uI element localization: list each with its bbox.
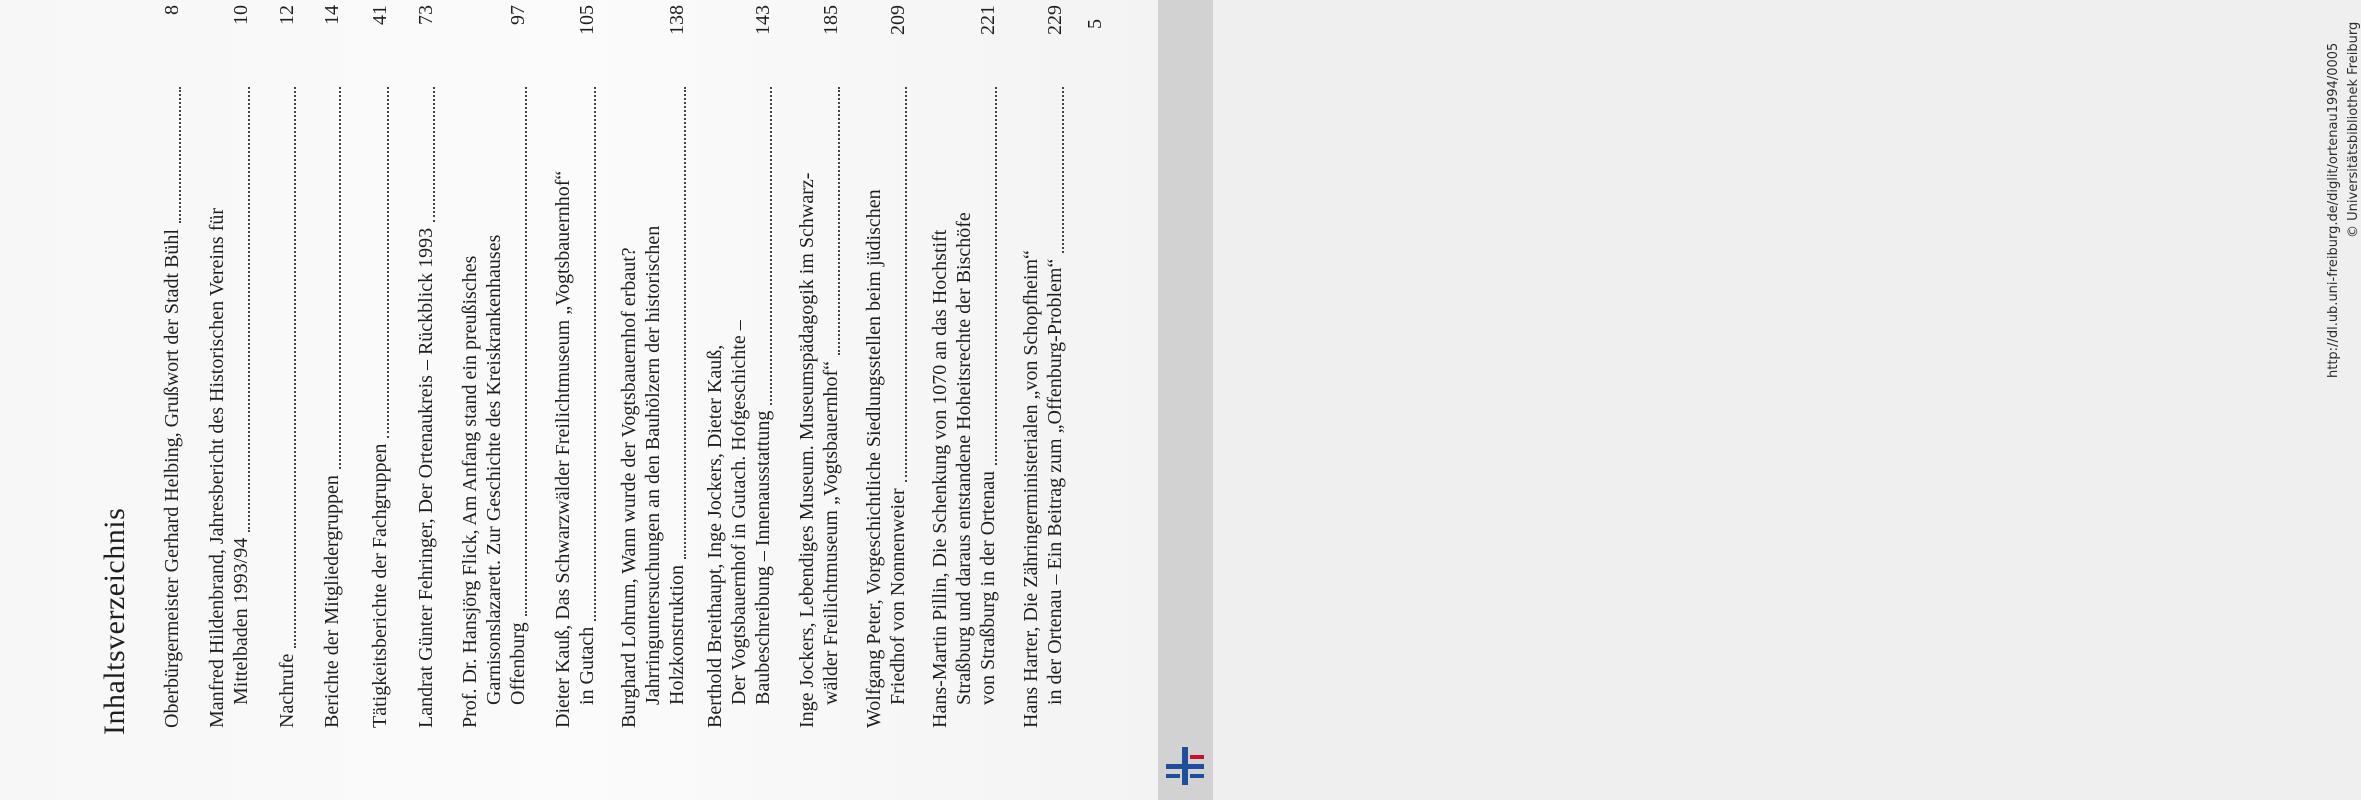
dot-leader [430,87,435,222]
toc-page-number: 209 [887,5,909,35]
toc-page-number: 10 [230,5,252,25]
toc-page-number: 73 [415,5,437,25]
toc-entry-line [414,0,438,800]
toc-page-number: 221 [977,5,999,35]
dot-leader [384,87,389,438]
dot-leader [835,87,840,355]
toc-entry-line [320,0,344,800]
toc-entry-line [506,0,530,800]
dot-leader [336,87,341,469]
toc-entry-line [482,0,506,800]
dot-leader [522,87,527,616]
toc-entry-line [976,0,1000,800]
toc-entry-text: Straßburg und daraus entstandene Hoheitsrechte der Bischöfe [953,212,975,705]
toc-entry [551,0,598,800]
toc-entry-text: Berichte der Mitgliedergruppen [321,475,343,728]
page-number: 5 [1084,19,1106,29]
toc-entry [275,0,298,800]
toc-entry-line [727,0,751,800]
dot-leader [176,87,181,223]
toc-entry-text: Nachrufe [276,653,298,728]
toc-entry-line [795,0,819,800]
toc-entry-text: in Gutach [576,626,598,705]
toc-entry-text: Offenburg [507,622,529,705]
toc-page-number: 138 [666,5,688,35]
toc-entry-line [458,0,482,800]
toc-page-number: 97 [507,5,529,25]
dot-leader [681,87,686,559]
toc-page-number: 14 [321,5,343,25]
toc-entry [1019,0,1066,800]
toc-entry-line [819,0,843,800]
toc-entry-line [641,0,665,800]
dot-leader [291,87,296,648]
toc-entry-line [952,0,976,800]
toc-entry-text: Hans Harter, Die Zähringerministerialen „von Schopfheim“ [1020,250,1042,728]
toc-entry-line [275,0,299,800]
toc-page-number: 12 [276,5,298,25]
ub-freiburg-logo-icon [1164,745,1206,787]
toc-entry-text: Inge Jockers, Lebendiges Museum. Museumspädagogik im Schwarz- [796,172,818,728]
toc-entry-text: Landrat Günter Fehringer, Der Ortenaukreis – Rückblick 1993 [415,227,437,728]
toc-entry-text: Tätigkeitsberichte der Fachgruppen [369,443,391,728]
toc-entry-text: Berthold Breithaupt, Inge Jockers, Dieter Kauß, [704,344,726,728]
toc-entry-line [229,0,253,800]
toc-entry-text: Hans-Martin Pillin, Die Schenkung von 1070 an das Hochstift [929,229,951,728]
toc-entry-text: wälder Freilichtmuseum „Vogtsbauernhof“ [820,361,842,705]
toc-page-number: 105 [576,5,598,35]
toc-entry [368,0,391,800]
toc-entry-text: Garnisonslazarett. Zur Geschichte des Kreiskrankenhauses [483,234,505,705]
toc-entry [320,0,343,800]
dot-leader [902,87,907,482]
toc-entry-line [665,0,689,800]
toc-entry-text: von Straßburg in der Ortenau [977,470,999,705]
toc-entry-line [617,0,641,800]
toc-entry-line [751,0,775,800]
toc-entry-line [862,0,886,800]
toc-entry-line [160,0,184,800]
toc-entry-line [1019,0,1043,800]
scanned-page [0,0,1158,800]
toc-entry-text: Wolfgang Peter, Vorgeschichtliche Siedlungsstellen beim jüdischen [863,189,885,728]
toc-title: Inhaltsverzeichnis [98,507,131,735]
toc-entry-text: in der Ortenau – Ein Beitrag zum „Offenburg-Problem“ [1044,258,1066,705]
toc-page-number: 8 [161,5,183,15]
toc-entry-line [1043,0,1067,800]
toc-entry [458,0,529,800]
toc-entry-text: Holzkonstruktion [666,565,688,705]
copyright-notice: © Universitätsbibliothek Freiburg [2346,21,2361,238]
toc-entry-line [368,0,392,800]
toc-page-number: 185 [820,5,842,35]
toc-entry-text: Oberbürgermeister Gerhard Helbing, Grußwort der Stadt Bühl [161,229,183,728]
toc-entry-text: Mittelbaden 1993/94 [230,537,252,705]
table-of-contents [0,0,1158,800]
toc-entry [160,0,183,800]
dot-leader [591,87,596,621]
toc-entry-text: Manfred Hildenbrand, Jahresbericht des Historischen Vereins für [206,207,228,728]
toc-entry [205,0,252,800]
toc-entry-line [703,0,727,800]
toc-entry-text: Friedhof von Nonnenweier [887,488,909,705]
toc-entry-line [928,0,952,800]
toc-entry [862,0,909,800]
toc-entry-line [886,0,910,800]
toc-entry-text: Burghard Lohrum, Wann wurde der Vogtsbauernhof erbaut? [618,247,640,728]
toc-entry [617,0,688,800]
toc-entry [795,0,842,800]
toc-page-number: 143 [752,5,774,35]
toc-entry-text: Prof. Dr. Hansjörg Flick, Am Anfang stand ein preußisches [459,255,481,728]
dot-leader [1059,87,1064,253]
toc-entry-line [205,0,229,800]
library-sidebar [1158,0,2361,800]
dot-leader [767,87,772,405]
toc-entry-text: Baubeschreibung – Innenausstattung [752,410,774,705]
toc-entry-line [551,0,575,800]
toc-entry [703,0,774,800]
toc-entry-text: Dieter Kauß, Das Schwarzwälder Freilichtmuseum „Vogtsbauernhof“ [552,170,574,728]
source-url-link[interactable]: http://dl.ub.uni-freiburg.de/diglit/ortenau1994/0005 [2326,42,2341,378]
toc-entry [928,0,999,800]
dot-leader [245,87,250,532]
toc-entry-text: Der Vogtsbauernhof in Gutach. Hofgeschichte – [728,320,750,705]
toc-entry-line [575,0,599,800]
toc-page-number: 41 [369,5,391,25]
toc-entry-text: Jahrringuntersuchungen an den Bauhölzern der historischen [642,225,664,705]
toc-page-number: 229 [1044,5,1066,35]
toc-entry [414,0,437,800]
dot-leader [992,87,997,465]
